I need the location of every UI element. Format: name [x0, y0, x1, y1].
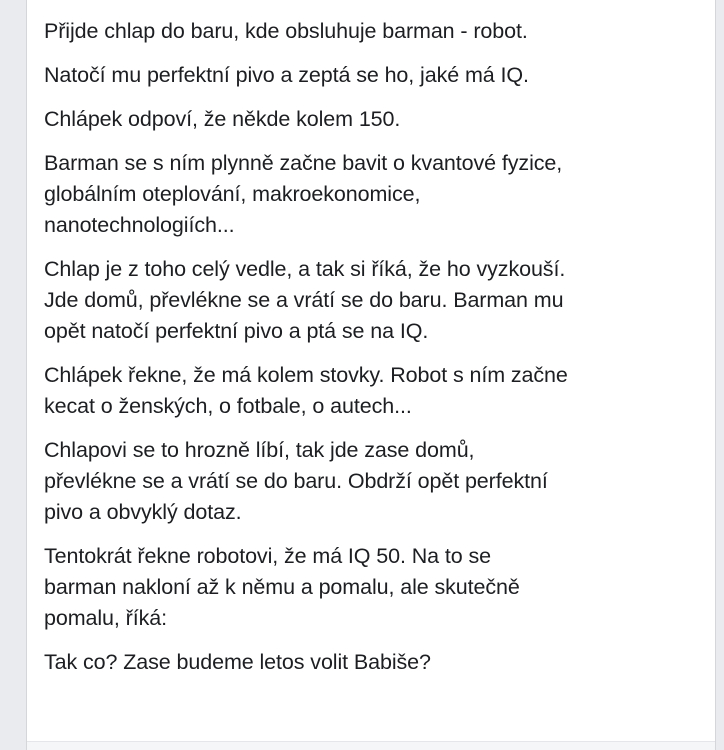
text-line: převlékne se a vrátí se do baru. Obdrží opět perfektní — [44, 469, 548, 493]
paragraph-4 — [44, 148, 704, 241]
post-text — [44, 16, 704, 691]
text-line: Tak co? Zase budeme letos volit Babiše? — [44, 650, 431, 674]
paragraph-7 — [44, 435, 704, 528]
text-line: Chlapovi se to hrozně líbí, tak jde zase domů, — [44, 438, 475, 462]
text-line: Chlap je z toho celý vedle, a tak si říká, že ho vyzkouší. — [44, 257, 566, 281]
text-line: globálním oteplování, makroekonomice, — [44, 182, 421, 206]
paragraph-6 — [44, 360, 704, 422]
paragraph-3 — [44, 104, 704, 135]
text-line: Barman se s ním plynně začne bavit o kvantové fyzice, — [44, 151, 563, 175]
text-line: opět natočí perfektní pivo a ptá se na IQ. — [44, 319, 429, 343]
text-line: Chlápek odpoví, že někde kolem 150. — [44, 107, 401, 131]
text-line: pomalu, říká: — [44, 606, 167, 630]
post-card — [26, 0, 716, 750]
paragraph-2 — [44, 60, 704, 91]
card-footer-divider — [27, 741, 715, 750]
text-line: nanotechnologiích... — [44, 213, 235, 237]
paragraph-9 — [44, 647, 704, 678]
paragraph-5 — [44, 254, 704, 347]
text-line: barman nakloní až k němu a pomalu, ale skutečně — [44, 575, 520, 599]
text-line: Jde domů, převlékne se a vrátí se do baru. Barman mu — [44, 288, 564, 312]
text-line: Chlápek řekne, že má kolem stovky. Robot s ním začne — [44, 363, 568, 387]
text-line: Natočí mu perfektní pivo a zeptá se ho, jaké má IQ. — [44, 63, 529, 87]
paragraph-1 — [44, 16, 704, 47]
text-line: kecat o ženských, o fotbale, o autech... — [44, 394, 412, 418]
paragraph-8 — [44, 541, 704, 634]
text-line: Tentokrát řekne robotovi, že má IQ 50. Na to se — [44, 544, 492, 568]
text-line: pivo a obvyklý dotaz. — [44, 500, 242, 524]
text-line: Přijde chlap do baru, kde obsluhuje barman - robot. — [44, 19, 528, 43]
